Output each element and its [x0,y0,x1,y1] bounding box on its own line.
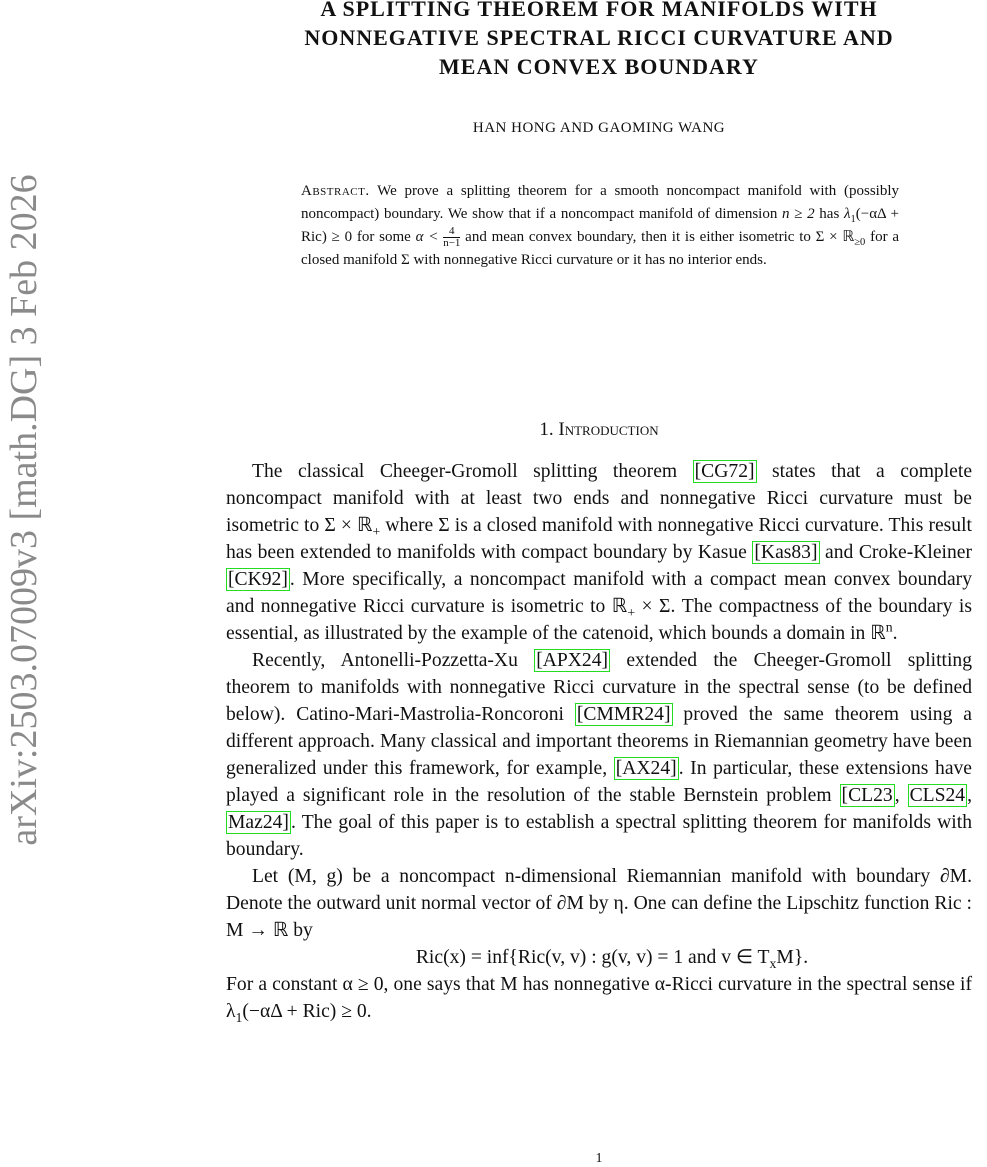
text: . In particular, these extensions have played a significant role in the resolution of the stable Bernstein problem [226,758,973,806]
text: and Croke-Kleiner [819,542,973,563]
citation-maz24[interactable]: Maz24] [228,812,289,833]
section-heading [226,419,972,441]
fraction [443,226,460,249]
citation-ck92[interactable]: [CK92] [228,569,288,590]
math-sub: + [372,523,381,539]
citation-cmmr24[interactable]: [CMMR24] [576,704,671,725]
abstract-text: for a closed manifold Σ with nonnegative Ricci curvature or it has no interior ends. [301,228,900,268]
abstract-text: for some [352,228,416,245]
math-sub: 1 [850,213,856,225]
section-title: Introduction [558,419,659,440]
math-sub: 1 [235,1009,243,1025]
title-line-3: MEAN CONVEX BOUNDARY [439,54,759,79]
display-equation [226,944,972,971]
title-line-2: NONNEGATIVE SPECTRAL RICCI CURVATURE AND [304,25,894,50]
text: × Σ. The compactness of the boundary is essential, as illustrated by the example of the catenoid, which bounds a domain in ℝ [226,596,972,644]
citation-cls24[interactable]: CLS24 [909,785,966,806]
abstract-text: and mean convex boundary, then it is either isometric to [460,228,816,245]
text: , [967,785,973,806]
text: The classical Cheeger-Gromoll splitting theorem [252,461,693,482]
text: . The goal of this paper is to establish a spectral splitting theorem for manifolds with boundary. [226,812,972,860]
citation-apx24[interactable]: [APX24] [536,650,609,671]
abstract-text: has [814,205,844,222]
title-line-1: A SPLITTING THEOREM FOR MANIFOLDS WITH [320,0,878,21]
citation-kas83[interactable]: [Kas83] [754,542,818,563]
paragraph-3: Let (M, g) be a noncompact n-dimensional Riemannian manifold with boundary ∂M. Denote the outward unit normal vector of ∂M by η. One can define the Lipschitz function Ric : M → ℝ by [226,866,972,941]
text: . More specifically, a noncompact manifold with a compact mean convex boundary and nonnegative Ricci curvature is isometric to ℝ [226,569,972,617]
fraction-denominator: n−1 [443,236,461,249]
paper-title [226,0,972,81]
page-number: 1 [595,1151,603,1166]
math-inline: λ [843,205,851,222]
math-sup: n [885,619,893,635]
abstract [301,180,899,271]
math-inline: α < [415,228,439,245]
text: M}. [776,947,809,968]
authors: HAN HONG AND GAOMING WANG [472,120,726,136]
citation-cg72[interactable]: [CG72] [694,461,755,482]
text: where Σ is a closed manifold with nonnegative Ricci curvature. This result has been extended to manifolds with compact boundary by Kasue [226,515,972,563]
section-number: 1. [539,419,554,440]
math-sub: ≥0 [854,236,866,248]
text: extended the Cheeger-Gromoll splitting theorem to manifolds with nonnegative Ricci curvature in the spectral sense (to be defined below). Catino-Mari-Mastrolia-Roncoroni [226,650,973,725]
text: , [894,785,908,806]
paragraph-1 [226,458,972,647]
arxiv-identifier: arXiv:2503.07009v3 [math.DG] 3 Feb 2026 [3,174,45,846]
text: Recently, Antonelli-Pozzetta-Xu [252,650,535,671]
math-sub: x [769,955,777,971]
text: (−αΔ + Ric) ≥ 0. [242,1001,372,1022]
arxiv-sidebar [2,130,46,890]
math-inline: n ≥ 2 [782,205,815,222]
math-inline: Σ × ℝ [815,228,855,245]
body-text [226,458,972,1025]
text: For a constant α ≥ 0, one says that M has nonnegative α-Ricci curvature in the spectral sense if λ [226,974,972,1022]
text: states that a complete noncompact manifold with at least two ends and nonnegative Ricci curvature must be isometric to Σ × ℝ [226,461,973,536]
math-inline: (−αΔ + Ric) ≥ 0 [301,205,900,245]
paragraph-2 [226,647,972,863]
text: Ric(x) = inf{Ric(v, v) : g(v, v) = 1 and v ∈ T [415,947,770,968]
fraction-numerator: 4 [443,226,460,238]
citation-ax24[interactable]: [AX24] [615,758,677,779]
text: . [892,623,898,644]
paragraph-4 [226,971,972,1025]
abstract-text: We prove a splitting theorem for a smooth noncompact manifold with (possibly noncompact) boundary. We show that if a noncompact manifold of dimension [301,183,899,222]
citation-cl23[interactable]: [CL23 [841,785,893,806]
math-sub: + [627,604,636,620]
text: proved the same theorem using a different approach. Many classical and important theorems in Riemannian geometry have been generalized under this framework, for example, [226,704,972,779]
abstract-label: Abstract. [301,183,370,199]
